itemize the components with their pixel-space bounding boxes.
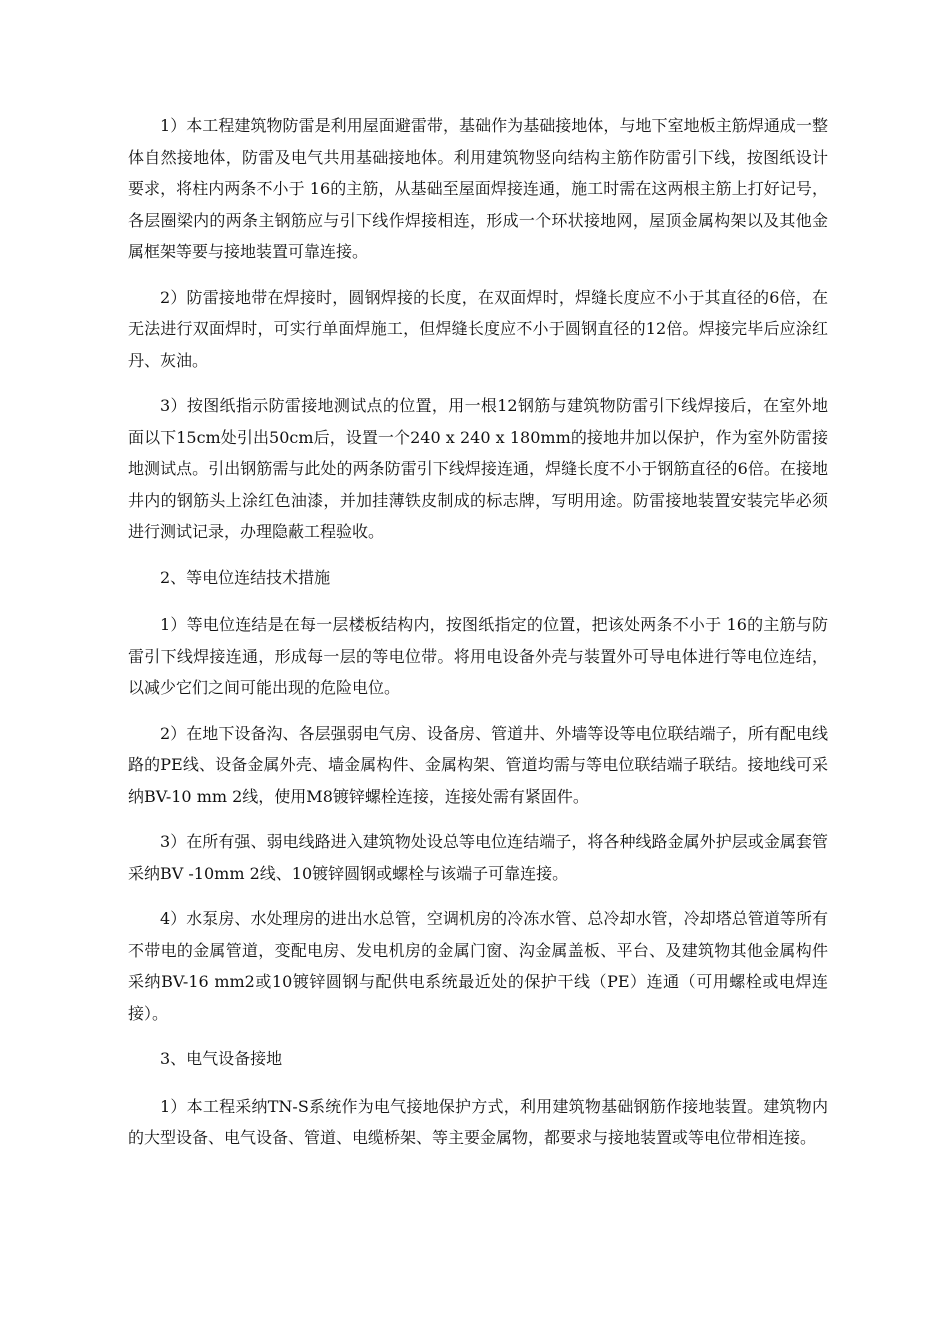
section-heading-equipment-grounding: 3、电气设备接地 (160, 1049, 283, 1068)
document-page (128, 110, 828, 1168)
paragraph-equipotential-floor: 1）等电位连结是在每一层楼板结构内，按图纸指定的位置，把该处两条不小于 16的主筋与防雷引下线焊接连通，形成每一层的等电位带。将用电设备外壳与装置外可导电体进行等电位连结，以减少它们之间可能出现的危险电位。 (128, 615, 828, 697)
paragraph-lightning-protection: 1）本工程建筑物防雷是利用屋面避雷带，基础作为基础接地体，与地下室地板主筋焊通成一整体自然接地体，防雷及电气共用基础接地体。利用建筑物竖向结构主筋作防雷引下线，按图纸设计要求，将柱内两条不小于 16的主筋，从基础至屋面焊接连通，施工时需在这两根主筋上打好记号，各层圈梁内的两条主钢筋应与引下线作焊接相连，形成一个环状接地网，屋顶金属构架以及其他金属框架等要与接地装置可靠连接。 (128, 116, 828, 261)
paragraph-equipotential-terminals: 2）在地下设备沟、各层强弱电气房、设备房、管道井、外墙等设等电位联结端子，所有配电线路的PE线、设备金属外壳、墙金属构件、金属构架、管道均需与等电位联结端子联结。接地线可采纳BV-10 mm 2线，使用M8镀锌螺栓连接，连接处需有紧固件。 (128, 723, 828, 806)
section-heading-equipotential: 2、等电位连结技术措施 (160, 567, 331, 587)
paragraph-main-equipotential: 3）在所有强、弱电线路进入建筑物处设总等电位连结端子，将各种线路金属外护层或金属套管采纳BV -10mm 2线、10镀锌圆钢或螺栓与该端子可靠连接。 (128, 832, 828, 883)
paragraph-tns-system: 1）本工程采纳TN-S系统作为电气接地保护方式，利用建筑物基础钢筋作接地装置。建筑物内的大型设备、电气设备、管道、电缆桥架、等主要金属物，都要求与接地装置或等电位带相连接。 (128, 1096, 828, 1147)
paragraph-metal-pipes: 4）水泵房、水处理房的进出水总管，空调机房的冷冻水管、总冷却水管，冷却塔总管道等所有不带电的金属管道，变配电房、发电机房的金属门窗、沟金属盖板、平台、及建筑物其他金属构件采纳BV-16 mm2或10镀锌圆钢与配供电系统最近处的保护干线（PE）连通（可用螺栓或电焊连接）。 (128, 909, 828, 1023)
paragraph-test-point: 3）按图纸指示防雷接地测试点的位置，用一根12钢筋与建筑物防雷引下线焊接后，在室外地面以下15cm处引出50cm后，设置一个240 x 240 x 180mm的接地井加以保护，作为室外防雷接地测试点。引出钢筋需与此处的两条防雷引下线焊接连通，焊缝长度不小于钢筋直径的6倍。在接地井内的钢筋头上涂红色油漆，并加挂薄铁皮制成的标志牌，写明用途。防雷接地装置安装完毕必须进行测试记录，办理隐蔽工程验收。 (128, 396, 828, 541)
paragraph-welding-length: 2）防雷接地带在焊接时，圆钢焊接的长度，在双面焊时，焊缝长度应不小于其直径的6倍，在无法进行双面焊时，可实行单面焊施工，但焊缝长度应不小于圆钢直径的12倍。焊接完毕后应涂红丹、灰油。 (128, 287, 828, 370)
